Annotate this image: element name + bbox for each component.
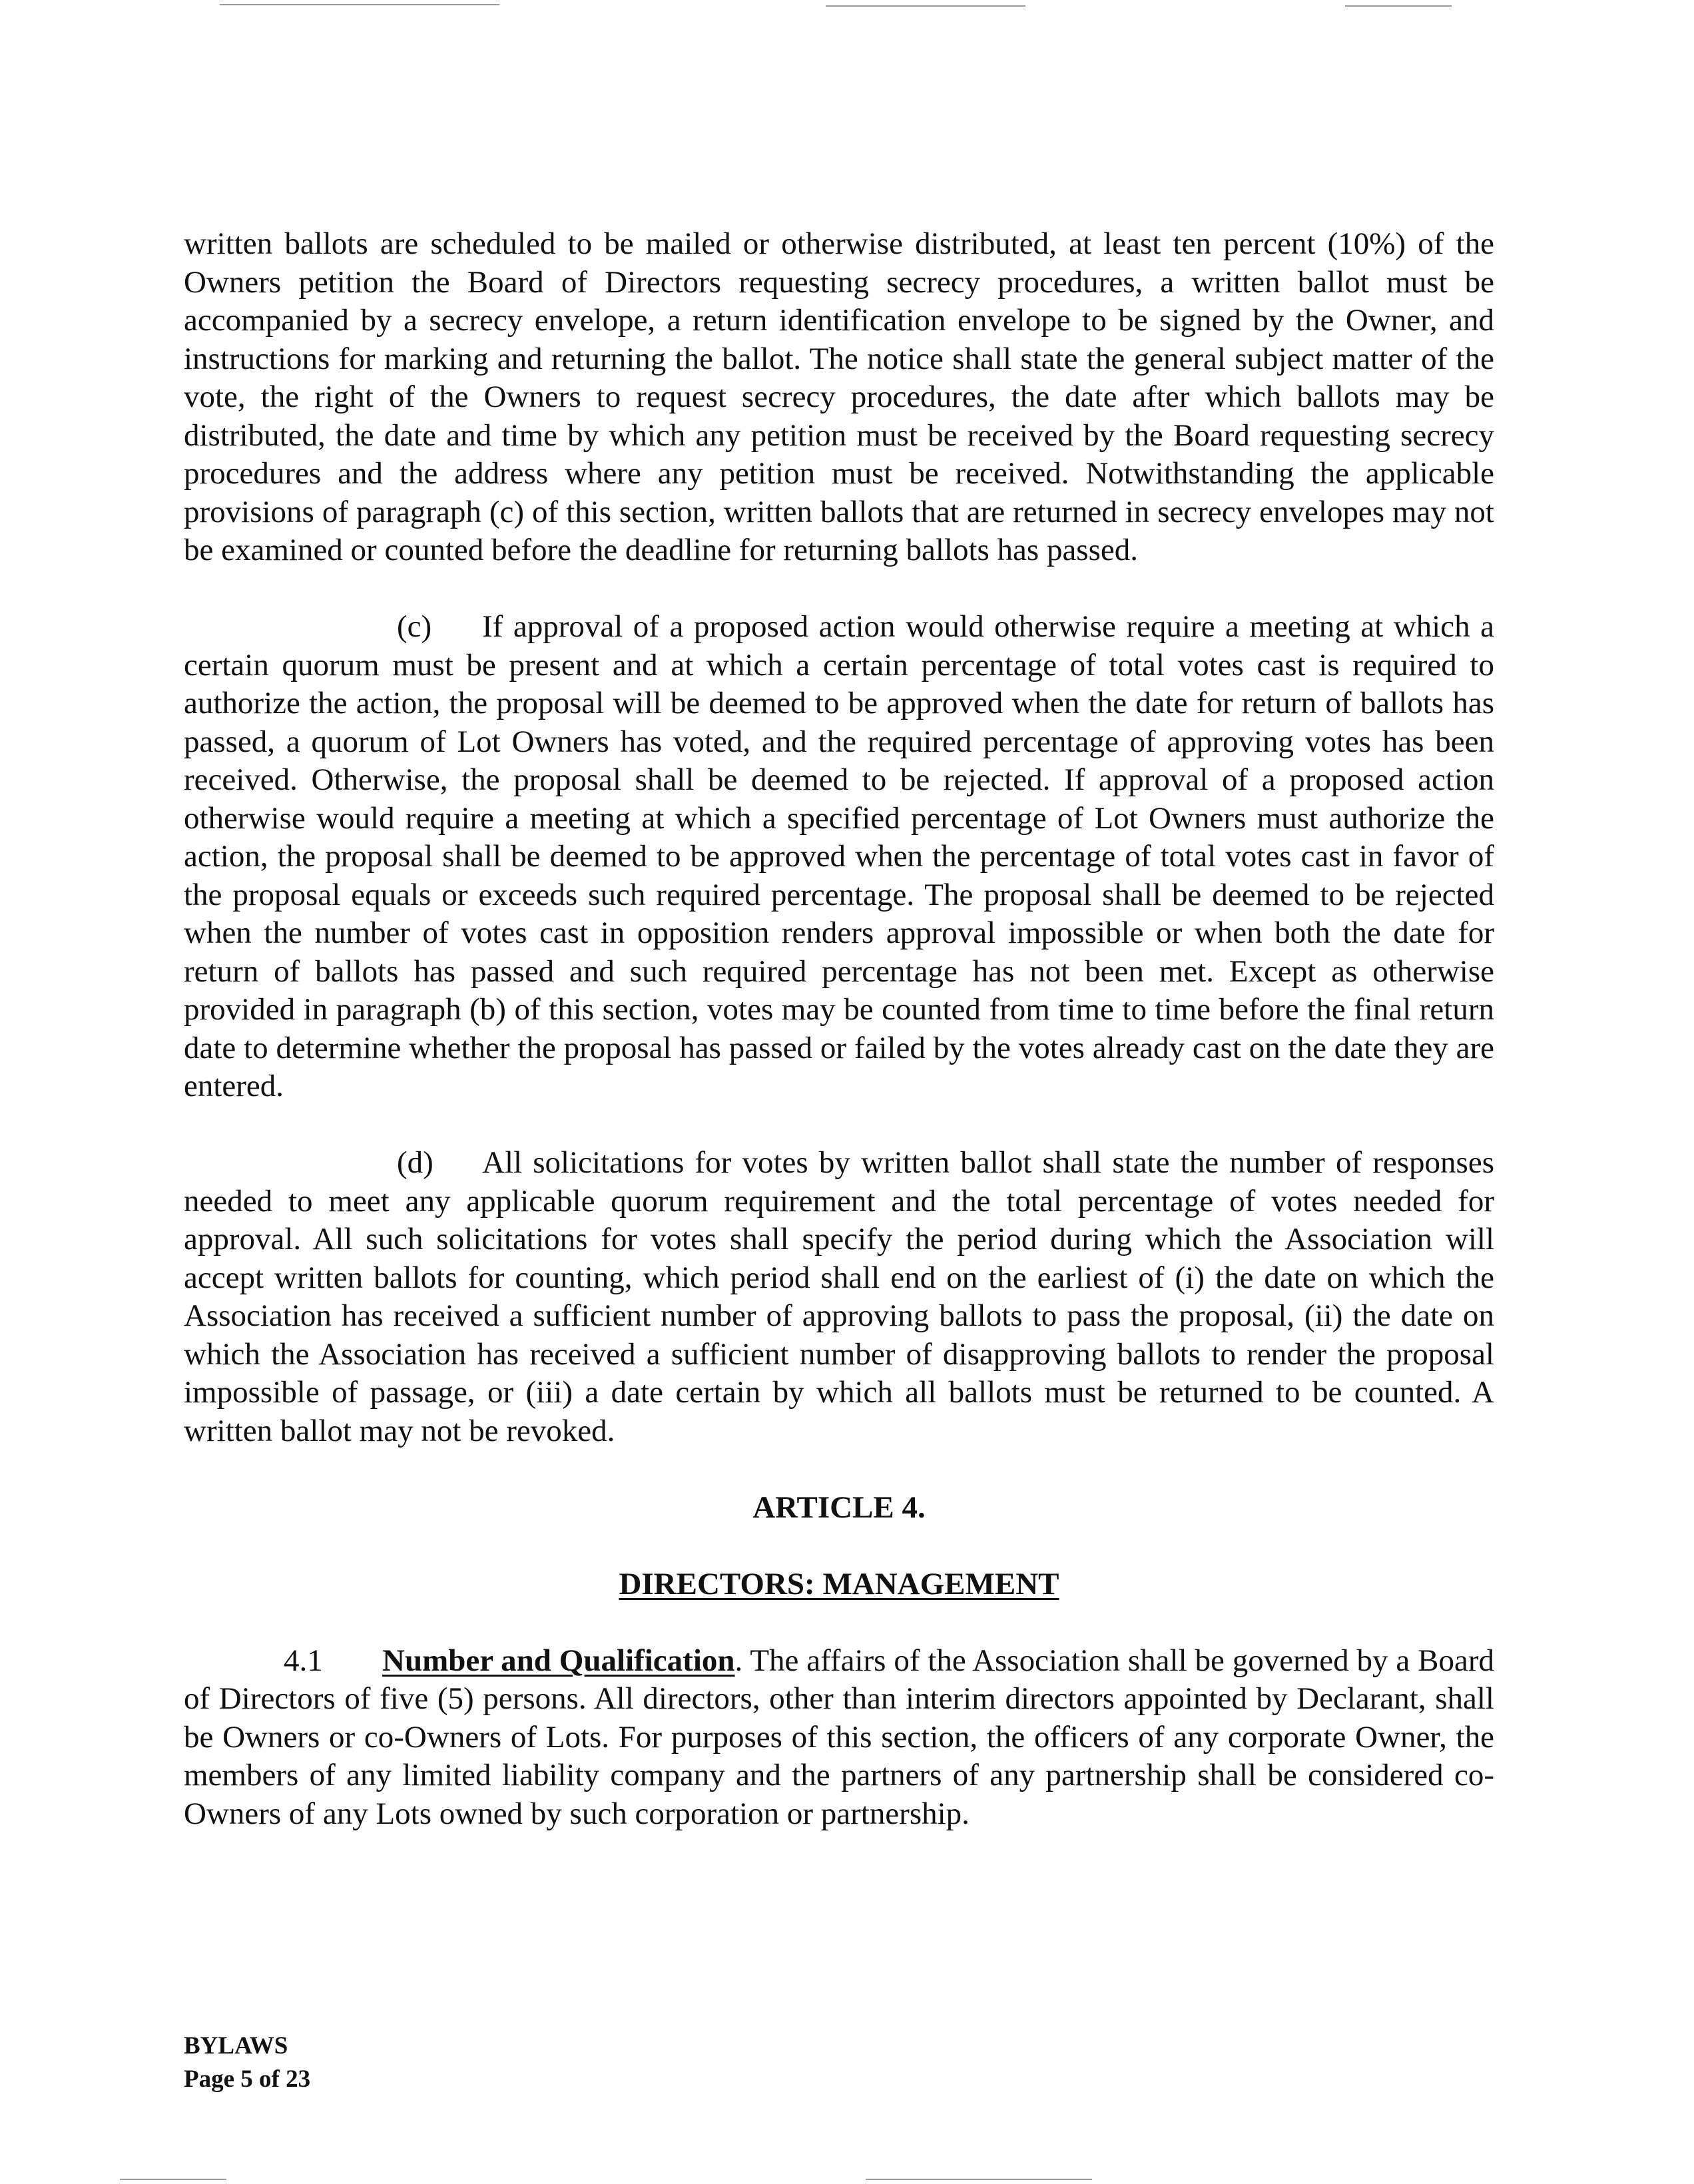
section-4-1-title: Number and Qualification [382,1643,735,1678]
paragraph-spacer [184,1603,1494,1642]
article-title-text: DIRECTORS: MANAGEMENT [619,1566,1059,1601]
page-footer [184,2030,310,2096]
document-body [184,225,1494,1833]
paragraph-c-text: If approval of a proposed action would otherwise require a meeting at which a certain quorum must be present and at which a certain percentage of total votes cast is required to authorize the action, the proposal will be deemed to be approved when the date for return of ballots has passed, a quorum of Lot Owners has voted, and the required percentage of approving votes has been received. Otherwise, the proposal shall be deemed to be rejected. If approval of a proposed action otherwise would require a meeting at which a specified percentage of Lot Owners must authorize the action, the proposal shall be deemed to be approved when the percentage of total votes cast in favor of the proposal equals or exceeds such required percentage. The proposal shall be deemed to be rejected when the number of votes cast in opposition renders approval impossible or when both the date for return of ballots has passed and such required percentage has not been met. Except as otherwise provided in paragraph (b) of this section, votes may be counted from time to time before the final return date to determine whether the proposal has passed or failed by the votes already cast on the date they are entered. [184,609,1494,1103]
paragraph-spacer [184,1450,1494,1489]
paragraph-spacer [184,570,1494,609]
footer-page-label: Page 5 of 23 [184,2065,311,2093]
paragraph-c [184,608,1494,1106]
article-title [184,1565,1494,1604]
footer-doc-name: BYLAWS [184,2032,288,2059]
section-4-1-number: 4.1 [284,1643,323,1678]
paragraph-spacer [184,1106,1494,1145]
scan-artifact-bottom [866,2179,1092,2180]
scan-artifact-bottom [120,2179,226,2180]
scan-artifact-top [826,5,1025,7]
paragraph-d [184,1144,1494,1450]
section-4-1-text: . The affairs of the Association shall be governed by a Board of Directors of five (5) persons. All directors, other than interim directors appointed by Declarant, shall be Owners or co-Owners of Lots. For purposes of this section, the officers of any corporate Owner, the members of any limited liability company and the partners of any partnership shall be considered co-Owners of any Lots owned by such corporation or partnership. [184,1643,1495,1831]
continuation-paragraph: written ballots are scheduled to be mailed or otherwise distributed, at least ten percent (10%) of the Owners petition the Board of Directors requesting secrecy procedures, a written ballot must be accompanied by a secrecy envelope, a return identification envelope to be signed by the Owner, and instructions for marking and returning the ballot. The notice shall state the general subject matter of the vote, the right of the Owners to request secrecy procedures, the date after which ballots may be distributed, the date and time by which any petition must be received by the Board requesting secrecy procedures and the address where any petition must be received. Notwithstanding the applicable provisions of paragraph (c) of this section, written ballots that are returned in secrecy envelopes may not be examined or counted before the deadline for returning ballots has passed. [184,226,1494,567]
article-heading: ARTICLE 4. [752,1490,926,1525]
paragraph-spacer [184,1527,1494,1565]
paragraph-c-label: (c) [397,609,432,644]
paragraph-d-label: (d) [397,1145,433,1180]
section-4-1 [184,1642,1494,1834]
scan-artifact-top [220,4,499,5]
paragraph-d-text: All solicitations for votes by written ballot shall state the number of responses needed to meet any applicable quorum requirement and the total percentage of votes needed for approval. All such solicitations for votes shall specify the period during which the Association will accept written ballots for counting, which period shall end on the earliest of (i) the date on which the Association has received a sufficient number of approving ballots to pass the proposal, (ii) the date on which the Association has received a sufficient number of disapproving ballots to render the proposal impossible of passage, or (iii) a date certain by which all ballots must be returned to be counted. A written ballot may not be revoked. [184,1145,1494,1448]
scan-artifact-top [1345,5,1452,7]
